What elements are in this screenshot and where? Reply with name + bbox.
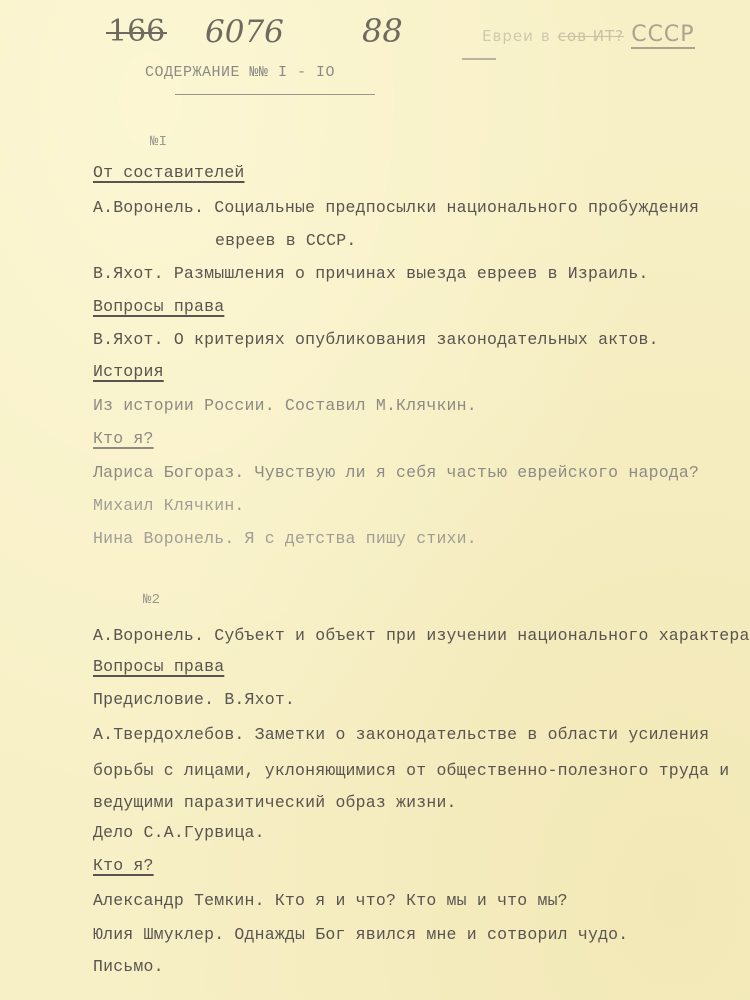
issue-label: №I bbox=[150, 134, 168, 150]
strike-line bbox=[106, 32, 167, 34]
toc-entry: Нина Воронель. Я с детства пишу стихи. bbox=[93, 529, 477, 548]
handwritten-number: 6076 bbox=[205, 14, 284, 50]
toc-entry: Михаил Клячкин. bbox=[93, 496, 245, 515]
section-heading: От составителей bbox=[93, 163, 245, 182]
title-underline bbox=[175, 94, 375, 95]
toc-entry: Лариса Богораз. Чувствую ли я себя частью еврейского народа? bbox=[93, 463, 700, 482]
toc-entry-continuation: евреев в СССР. bbox=[215, 231, 357, 250]
toc-entry-continuation: ведущими паразитический образ жизни. bbox=[93, 793, 457, 812]
toc-entry: Письмо. bbox=[93, 957, 164, 976]
handwritten-note bbox=[482, 22, 695, 47]
toc-entry: Из истории России. Составил М.Клячкин. bbox=[93, 396, 477, 415]
section-heading: Кто я? bbox=[93, 429, 154, 448]
toc-entry: В.Яхот. О критериях опубликования законодательных актов. bbox=[93, 330, 659, 349]
toc-entry: Дело С.А.Гурвица. bbox=[93, 823, 265, 842]
handwritten-dash bbox=[462, 58, 496, 60]
section-heading: Вопросы права bbox=[93, 297, 225, 316]
note-word-ussr: СССР bbox=[631, 22, 695, 47]
document-title: СОДЕРЖАНИЕ №№ I - IO bbox=[145, 64, 336, 81]
toc-entry: В.Яхот. Размышления о причинах выезда евреев в Израиль. bbox=[93, 264, 649, 283]
toc-entry: Предисловие. В.Яхот. bbox=[93, 690, 296, 709]
handwritten-page-number: 88 bbox=[362, 12, 403, 50]
note-crossed-out: сов ИТ? bbox=[557, 27, 625, 45]
note-word-jews: Евреи bbox=[482, 27, 534, 45]
handwritten-number-struck bbox=[108, 14, 165, 49]
note-word-in: в bbox=[540, 27, 551, 45]
section-heading: История bbox=[93, 362, 164, 381]
toc-entry-continuation: борьбы с лицами, уклоняющимися от общественно-полезного труда и bbox=[93, 761, 730, 780]
section-heading: Вопросы права bbox=[93, 657, 225, 676]
toc-entry: Александр Темкин. Кто я и что? Кто мы и что мы? bbox=[93, 891, 568, 910]
archive-number-1: 166 bbox=[108, 14, 166, 49]
toc-entry: А.Воронель. Субъект и объект при изучении национального характера bbox=[93, 626, 750, 645]
toc-entry: Юлия Шмуклер. Однажды Бог явился мне и сотворил чудо. bbox=[93, 925, 629, 944]
toc-entry: А.Воронель. Социальные предпосылки национального пробуждения bbox=[93, 198, 700, 217]
toc-entry: А.Твердохлебов. Заметки о законодательстве в области усиления bbox=[93, 725, 710, 744]
issue-label: №2 bbox=[143, 592, 161, 608]
section-heading: Кто я? bbox=[93, 856, 154, 875]
